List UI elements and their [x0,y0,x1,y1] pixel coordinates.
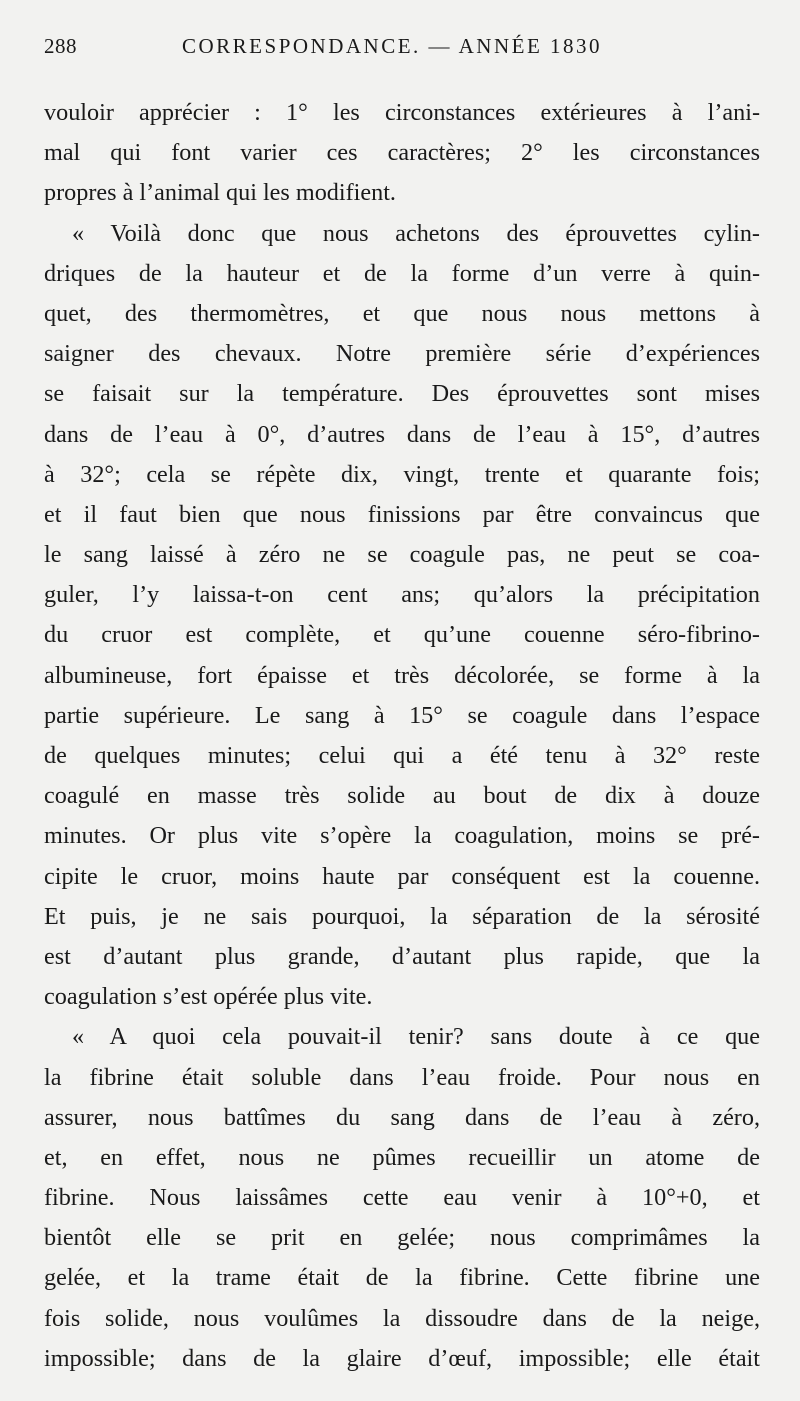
text-line: coagulation s’est opérée plus vite. [44,983,373,1011]
text-line: le sang laissé à zéro ne se coagule pas, ne peut se coa- [44,541,760,569]
running-title: CORRESPONDANCE. — ANNÉE 1830 [182,34,603,58]
text-line: minutes. Or plus vite s’opère la coagulation, moins se pré- [44,822,760,850]
text-line: du cruor est complète, et qu’une couenne séro-fibrino- [44,621,760,649]
text-line: se faisait sur la température. Des éprouvettes sont mises [44,380,760,408]
text-line: « Voilà donc que nous achetons des éprouvettes cylin- [72,219,760,247]
text-line: vouloir apprécier : 1° les circonstances extérieures à l’ani- [44,99,760,126]
text-line: fibrine. Nous laissâmes cette eau venir à 10°+0, et [44,1184,760,1212]
page-number: 288 [44,34,77,58]
text-line: « A quoi cela pouvait-il tenir? sans doute à ce que [72,1023,760,1051]
running-head [44,0,760,58]
text-line: driques de la hauteur et de la forme d’un verre à quin- [44,259,760,287]
text-line: cipite le cruor, moins haute par conséquent est la couenne. [44,862,760,890]
text-line: Et puis, je ne sais pourquoi, la séparation de la sérosité [44,902,760,930]
text-line: de quelques minutes; celui qui a été tenu à 32° reste [44,742,760,769]
text-line: partie supérieure. Le sang à 15° se coagule dans l’espace [44,701,760,729]
text-line: fois solide, nous voulûmes la dissoudre dans de la neige, [44,1304,760,1332]
text-line: albumineuse, fort épaisse et très décolorée, se forme à la [44,661,760,689]
text-line: saigner des chevaux. Notre première série d’expériences [44,340,760,368]
text-line: et, en effet, nous ne pûmes recueillir un atome de [44,1143,760,1171]
text-line: bientôt elle se prit en gelée; nous comprimâmes la [44,1224,760,1252]
text-line: mal qui font varier ces caractères; 2° les circonstances [44,139,760,167]
text-line: la fibrine était soluble dans l’eau froide. Pour nous en [44,1063,760,1091]
text-line: est d’autant plus grande, d’autant plus rapide, que la [44,942,760,970]
text-line: guler, l’y laissa-t-on cent ans; qu’alors la précipitation [44,581,760,609]
text-line: dans de l’eau à 0°, d’autres dans de l’eau à 15°, d’autres [44,420,760,448]
text-line: et il faut bien que nous finissions par être convaincus que [44,500,760,528]
text-line: à 32°; cela se répète dix, vingt, trente et quarante fois; [44,460,760,488]
text-line: gelée, et la trame était de la fibrine. Cette fibrine une [44,1264,760,1292]
text-line: assurer, nous battîmes du sang dans de l’eau à zéro, [44,1103,760,1131]
text-line: propres à l’animal qui les modifient. [44,179,396,207]
text-line: quet, des thermomètres, et que nous nous mettons à [44,299,760,327]
body-text [44,93,760,1379]
text-line: coagulé en masse très solide au bout de dix à douze [44,782,760,810]
text-line: impossible; dans de la glaire d’œuf, impossible; elle était [44,1344,760,1372]
